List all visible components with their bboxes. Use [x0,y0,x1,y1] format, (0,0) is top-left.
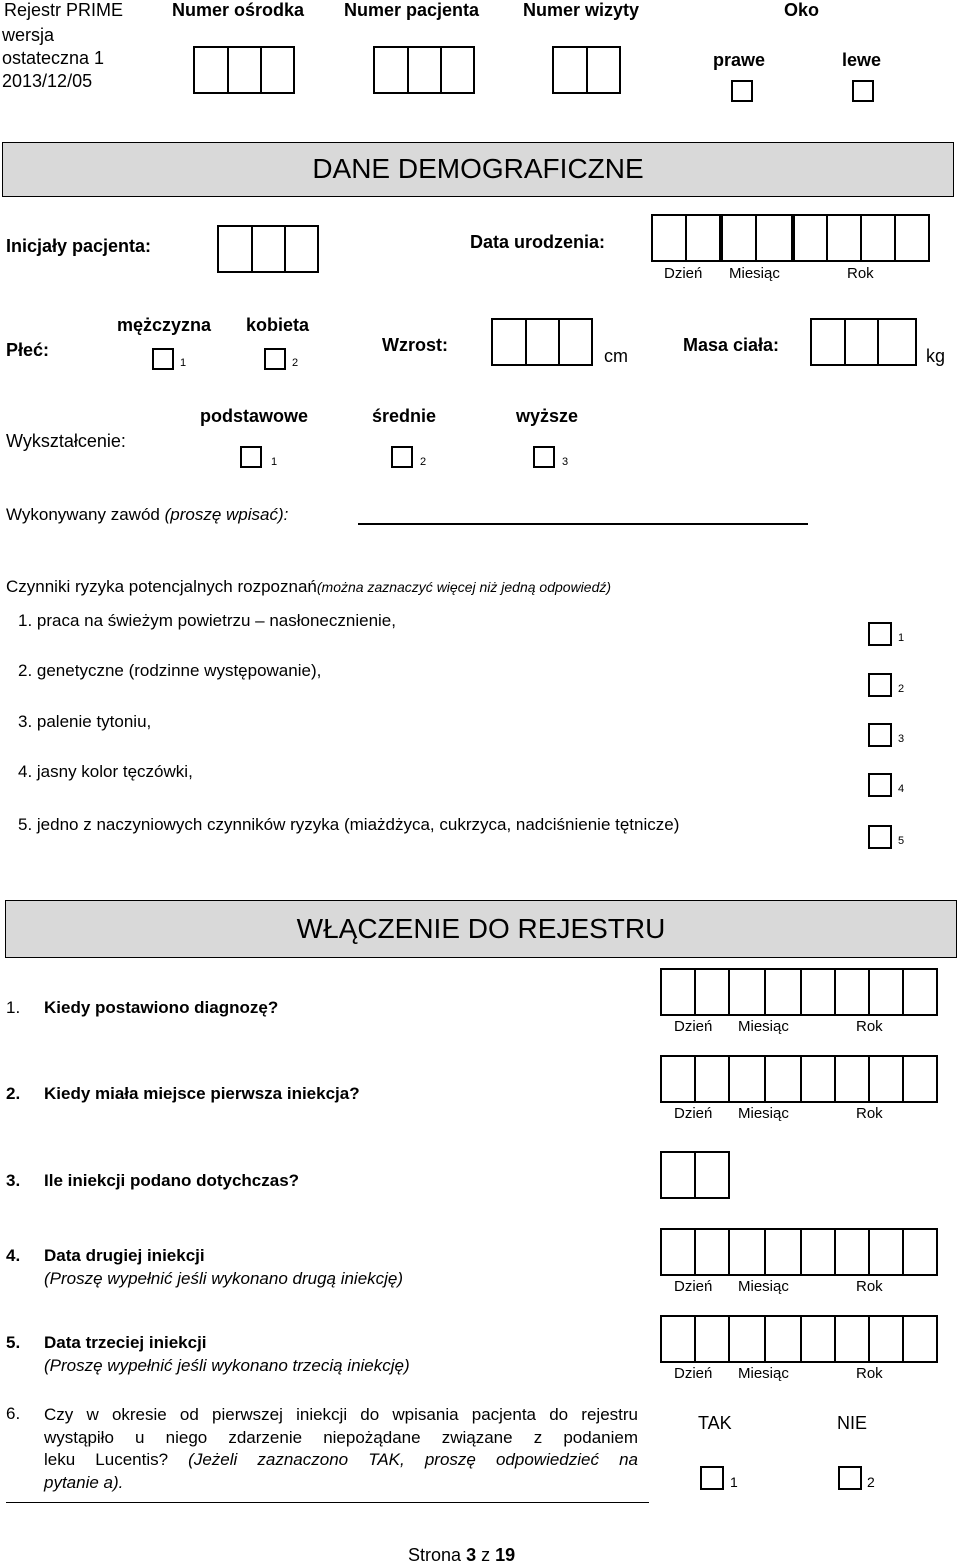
risk-factor-5-checkbox[interactable] [868,825,892,849]
q1-day-caption: Dzień [674,1018,713,1035]
q6-yes-checkbox[interactable] [700,1466,724,1490]
height-digit[interactable] [558,318,593,366]
eye-left-label: lewe [842,50,882,70]
dob-month-caption: Miesiąc [729,265,780,282]
dob-day-caption: Dzień [664,265,703,282]
dob-day-digit[interactable] [685,214,721,262]
q5-day-caption: Dzień [674,1365,713,1382]
page-total: 19 [495,1545,516,1565]
registry-name: Rejestr PRIME [4,0,124,20]
weight-digit[interactable] [877,318,917,366]
dob-year-digit[interactable] [894,214,930,262]
dob-month-digit[interactable] [719,214,757,262]
q1-year-digit[interactable] [902,968,938,1016]
risk-factor-4-code: 4 [898,783,905,795]
q4-month-caption: Miesiąc [738,1278,789,1295]
sex-female-checkbox[interactable] [264,348,286,370]
q5-text: Data trzeciej iniekcji [44,1333,207,1352]
q1-year-caption: Rok [856,1018,883,1035]
education-secondary-label: średnie [372,406,437,426]
dob-year-digit[interactable] [826,214,862,262]
q4-number: 4. [6,1246,21,1265]
q5-month-digit[interactable] [764,1315,802,1363]
q1-day-digit[interactable] [660,968,696,1016]
q5-month-caption: Miesiąc [738,1365,789,1382]
q6-no-checkbox[interactable] [838,1466,862,1490]
q6-yes-label: TAK [698,1413,732,1433]
center-number-digit[interactable] [193,46,229,94]
q4-year-digit[interactable] [834,1228,870,1276]
risk-factor-1-code: 1 [898,632,905,644]
weight-unit: kg [926,346,946,366]
education-secondary-checkbox[interactable] [391,446,413,468]
visit-number-digit[interactable] [586,46,621,94]
q6-text [44,1404,638,1494]
occupation-input-line[interactable] [358,523,808,525]
weight-digit[interactable] [810,318,846,366]
weight-digit[interactable] [844,318,879,366]
q3-count-digit[interactable] [694,1151,730,1199]
center-number-digit[interactable] [227,46,262,94]
dob-day-digit[interactable] [651,214,687,262]
eye-right-checkbox[interactable] [731,80,753,102]
education-higher-label: wyższe [516,406,579,426]
height-digit[interactable] [491,318,527,366]
center-number-digit[interactable] [260,46,295,94]
sex-female-label: kobieta [246,315,310,335]
sex-male-checkbox[interactable] [152,348,174,370]
q2-day-digit[interactable] [660,1055,696,1103]
patient-number-digit[interactable] [407,46,442,94]
sex-male-code: 1 [180,357,187,369]
occupation-label [6,505,288,525]
q1-year-digit[interactable] [800,968,836,1016]
risk-factor-2-code: 2 [898,683,905,695]
q3-count-digit[interactable] [660,1151,696,1199]
q2-text: Kiedy miała miejsce pierwsza iniekcja? [44,1084,360,1103]
sex-female-code: 2 [292,357,299,369]
inclusion-section-header [5,900,957,958]
height-unit: cm [604,346,628,366]
education-primary-checkbox[interactable] [240,446,262,468]
q5-number: 5. [6,1333,21,1352]
q3-text: Ile iniekcji podano dotychczas? [44,1171,300,1190]
q5-year-caption: Rok [856,1365,883,1382]
q2-year-digit[interactable] [902,1055,938,1103]
q6-number: 6. [6,1404,21,1423]
dob-year-digit[interactable] [791,214,828,262]
q6-divider [6,1502,649,1503]
q2-year-digit[interactable] [834,1055,870,1103]
sex-male-label: mężczyzna [117,315,212,335]
q2-month-caption: Miesiąc [738,1105,789,1122]
q1-number: 1. [6,998,21,1017]
initials-letter[interactable] [251,225,286,273]
eye-right-label: prawe [713,50,766,70]
patient-number-digit[interactable] [440,46,475,94]
q4-hint: (Proszę wypełnić jeśli wykonano drugą iniekcję) [44,1269,404,1288]
q4-day-digit[interactable] [694,1228,730,1276]
q2-day-digit[interactable] [694,1055,730,1103]
demographics-section-header [2,142,954,197]
q1-month-caption: Miesiąc [738,1018,789,1035]
q6-line-2: wystąpiło u niego zdarzenie niepożądane związane z podaniem [44,1427,638,1447]
dob-label: Data urodzenia: [470,232,606,252]
education-label: Wykształcenie: [6,431,126,451]
q6-line-1: Czy w okresie od pierwszej iniekcji do wpisania pacjenta do rejestru [44,1405,638,1424]
q4-year-digit[interactable] [868,1228,904,1276]
initials-letter[interactable] [284,225,319,273]
q6-yes-code: 1 [730,1474,738,1490]
q5-day-digit[interactable] [660,1315,696,1363]
eye-left-checkbox[interactable] [852,80,874,102]
risk-factor-1-checkbox[interactable] [868,622,892,646]
risk-factor-5-code: 5 [898,835,905,847]
risk-factors-heading [6,577,611,597]
version-label: wersja [2,25,55,45]
q5-month-digit[interactable] [728,1315,766,1363]
page-of-word: z [481,1545,491,1565]
risk-factor-5: 5. jedno z naczyniowych czynników ryzyka (miażdżyca, cukrzyca, nadciśnienie tętnicze) [18,815,680,834]
dob-year-caption: Rok [847,265,874,282]
risk-factor-2: 2. genetyczne (rodzinne występowanie), [18,661,322,680]
q6-line-4: pytanie a). [44,1472,124,1492]
q6-line-3a: leku Lucentis? [44,1450,169,1469]
page-current: 3 [466,1545,477,1565]
q4-year-digit[interactable] [902,1228,938,1276]
visit-number-label: Numer wizyty [523,0,640,20]
version-date: 2013/12/05 [2,71,93,91]
occupation-hint: (proszę wpisać): [164,505,289,524]
education-primary-code: 1 [271,456,278,468]
q4-year-digit[interactable] [800,1228,836,1276]
dob-year-digit[interactable] [860,214,896,262]
q1-year-digit[interactable] [834,968,870,1016]
q6-no-code: 2 [867,1474,875,1490]
q1-day-digit[interactable] [694,968,730,1016]
center-number-label: Numer ośrodka [172,0,305,20]
initials-letter[interactable] [217,225,253,273]
height-label: Wzrost: [382,335,448,355]
eye-label: Oko [784,0,820,20]
risk-factor-4-checkbox[interactable] [868,773,892,797]
risk-factor-1: 1. praca na świeżym powietrzu – nasłonecznienie, [18,611,396,630]
patient-number-label: Numer pacjenta [344,0,480,20]
q1-month-digit[interactable] [764,968,802,1016]
q2-month-digit[interactable] [764,1055,802,1103]
q2-day-caption: Dzień [674,1105,713,1122]
q4-day-digit[interactable] [660,1228,696,1276]
q5-year-digit[interactable] [868,1315,904,1363]
q2-year-caption: Rok [856,1105,883,1122]
q4-year-caption: Rok [856,1278,883,1295]
q1-month-digit[interactable] [728,968,766,1016]
q5-hint: (Proszę wypełnić jeśli wykonano trzecią iniekcję) [44,1356,410,1375]
patient-number-digit[interactable] [373,46,409,94]
risk-factors-hint: (można zaznaczyć więcej niż jedną odpowiedź) [316,579,612,595]
risk-factor-3-code: 3 [898,733,905,745]
q5-year-digit[interactable] [800,1315,836,1363]
risk-factor-3-checkbox[interactable] [868,723,892,747]
q2-year-digit[interactable] [868,1055,904,1103]
q6-line-3 [44,1449,638,1472]
education-secondary-code: 2 [420,456,427,468]
sex-label: Płeć: [6,340,50,360]
q6-line-3b: (Jeżeli zaznaczono TAK, proszę odpowiedzieć na [188,1450,638,1469]
height-digit[interactable] [525,318,560,366]
risk-factor-2-checkbox[interactable] [868,673,892,697]
q4-month-digit[interactable] [728,1228,766,1276]
risk-factor-3: 3. palenie tytoniu, [18,712,152,731]
q5-day-digit[interactable] [694,1315,730,1363]
risk-factor-4: 4. jasny kolor tęczówki, [18,762,193,781]
risk-factors-title: Czynniki ryzyka potencjalnych rozpoznań [6,577,317,596]
q1-year-digit[interactable] [868,968,904,1016]
q1-text: Kiedy postawiono diagnozę? [44,998,279,1017]
version-status: ostateczna 1 [2,48,105,68]
education-higher-checkbox[interactable] [533,446,555,468]
q4-day-caption: Dzień [674,1278,713,1295]
visit-number-digit[interactable] [552,46,588,94]
q4-month-digit[interactable] [764,1228,802,1276]
q5-year-digit[interactable] [834,1315,870,1363]
education-primary-label: podstawowe [200,406,309,426]
occupation-label-text: Wykonywany zawód [6,505,160,524]
initials-label: Inicjały pacjenta: [6,236,152,256]
q6-no-label: NIE [837,1413,868,1433]
q2-year-digit[interactable] [800,1055,836,1103]
q4-text: Data drugiej iniekcji [44,1246,205,1265]
weight-label: Masa ciała: [683,335,780,355]
education-higher-code: 3 [562,456,569,468]
dob-month-digit[interactable] [755,214,793,262]
demographics-title: DANE DEMOGRAFICZNE [312,153,644,184]
q2-number: 2. [6,1084,21,1103]
q2-month-digit[interactable] [728,1055,766,1103]
q3-number: 3. [6,1171,21,1190]
q5-year-digit[interactable] [902,1315,938,1363]
inclusion-title: WŁĄCZENIE DO REJESTRU [296,913,666,944]
page-word: Strona [408,1545,462,1565]
